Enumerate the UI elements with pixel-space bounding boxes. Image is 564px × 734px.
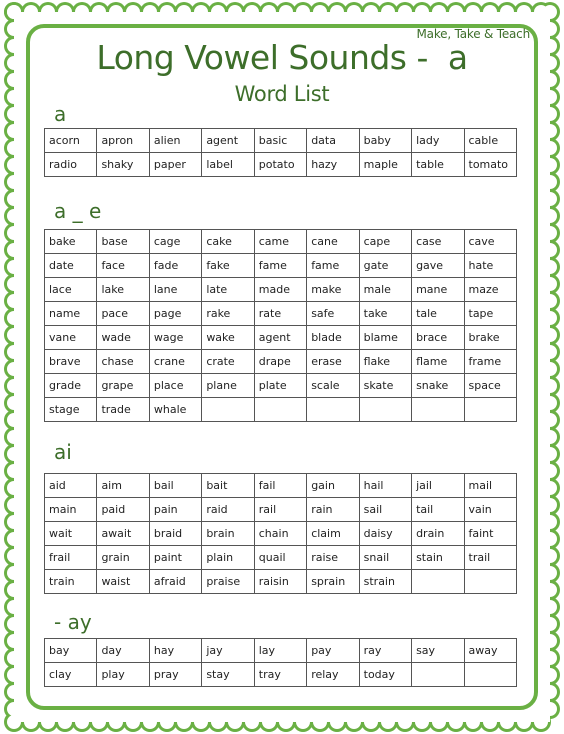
word-cell: alien bbox=[149, 129, 201, 153]
word-cell: grape bbox=[97, 374, 149, 398]
word-cell: fade bbox=[149, 254, 201, 278]
word-cell: aid bbox=[45, 474, 97, 498]
word-cell: wake bbox=[202, 326, 254, 350]
word-cell: cable bbox=[464, 129, 517, 153]
word-cell: quail bbox=[254, 546, 306, 570]
word-cell: shaky bbox=[97, 153, 149, 177]
word-cell: maze bbox=[464, 278, 517, 302]
table-row bbox=[45, 278, 517, 302]
word-cell: page bbox=[149, 302, 201, 326]
word-cell: frail bbox=[45, 546, 97, 570]
page-subtitle: Word List bbox=[234, 82, 330, 106]
word-cell: trade bbox=[97, 398, 149, 422]
word-cell: wage bbox=[149, 326, 201, 350]
word-cell: strain bbox=[359, 570, 411, 594]
word-cell: aim bbox=[97, 474, 149, 498]
word-cell: lace bbox=[45, 278, 97, 302]
word-cell: pain bbox=[149, 498, 201, 522]
word-cell: hail bbox=[359, 474, 411, 498]
word-cell: bake bbox=[45, 230, 97, 254]
word-cell: make bbox=[307, 278, 359, 302]
word-cell: potato bbox=[254, 153, 306, 177]
word-cell: away bbox=[464, 639, 517, 663]
table-row bbox=[45, 474, 517, 498]
word-cell: relay bbox=[307, 663, 359, 687]
word-cell: whale bbox=[149, 398, 201, 422]
word-cell: main bbox=[45, 498, 97, 522]
word-cell: face bbox=[97, 254, 149, 278]
word-cell: crane bbox=[149, 350, 201, 374]
word-cell: tape bbox=[464, 302, 517, 326]
word-cell bbox=[307, 398, 359, 422]
word-cell: brake bbox=[464, 326, 517, 350]
word-cell: paper bbox=[149, 153, 201, 177]
word-cell: lay bbox=[254, 639, 306, 663]
word-cell bbox=[464, 663, 517, 687]
word-cell: brave bbox=[45, 350, 97, 374]
word-cell: play bbox=[97, 663, 149, 687]
table-row bbox=[45, 374, 517, 398]
word-cell: crate bbox=[202, 350, 254, 374]
table-row bbox=[45, 546, 517, 570]
word-cell: frame bbox=[464, 350, 517, 374]
word-cell: daisy bbox=[359, 522, 411, 546]
word-cell bbox=[254, 398, 306, 422]
word-cell: grain bbox=[97, 546, 149, 570]
word-table-a-e bbox=[44, 229, 517, 422]
word-cell: stage bbox=[45, 398, 97, 422]
word-cell: today bbox=[359, 663, 411, 687]
table-row bbox=[45, 302, 517, 326]
table-row bbox=[45, 230, 517, 254]
word-cell: acorn bbox=[45, 129, 97, 153]
word-cell: take bbox=[359, 302, 411, 326]
word-cell: blade bbox=[307, 326, 359, 350]
table-row bbox=[45, 498, 517, 522]
word-cell: waist bbox=[97, 570, 149, 594]
table-row bbox=[45, 350, 517, 374]
word-cell: maple bbox=[359, 153, 411, 177]
table-row bbox=[45, 254, 517, 278]
word-cell: basic bbox=[254, 129, 306, 153]
word-cell: made bbox=[254, 278, 306, 302]
table-row bbox=[45, 326, 517, 350]
word-cell: gain bbox=[307, 474, 359, 498]
table-row bbox=[45, 398, 517, 422]
word-cell: raise bbox=[307, 546, 359, 570]
word-cell: jay bbox=[202, 639, 254, 663]
word-cell: cape bbox=[359, 230, 411, 254]
word-cell: afraid bbox=[149, 570, 201, 594]
word-cell: brain bbox=[202, 522, 254, 546]
word-cell: faint bbox=[464, 522, 517, 546]
word-cell: brace bbox=[412, 326, 464, 350]
word-cell: place bbox=[149, 374, 201, 398]
word-cell: lady bbox=[412, 129, 464, 153]
word-cell: fail bbox=[254, 474, 306, 498]
word-cell: sprain bbox=[307, 570, 359, 594]
table-row bbox=[45, 522, 517, 546]
word-cell: paint bbox=[149, 546, 201, 570]
word-cell: date bbox=[45, 254, 97, 278]
table-row bbox=[45, 663, 517, 687]
word-cell: baby bbox=[359, 129, 411, 153]
word-cell: say bbox=[412, 639, 464, 663]
table-row bbox=[45, 570, 517, 594]
word-table-a bbox=[44, 128, 517, 177]
word-cell: plate bbox=[254, 374, 306, 398]
brand-label: Make, Take & Teach bbox=[416, 27, 530, 41]
word-cell: agent bbox=[202, 129, 254, 153]
word-cell: gate bbox=[359, 254, 411, 278]
word-cell: fake bbox=[202, 254, 254, 278]
word-cell: tomato bbox=[464, 153, 517, 177]
word-cell: raid bbox=[202, 498, 254, 522]
word-cell: await bbox=[97, 522, 149, 546]
word-cell: bail bbox=[149, 474, 201, 498]
word-cell: pray bbox=[149, 663, 201, 687]
word-cell: radio bbox=[45, 153, 97, 177]
word-cell: hate bbox=[464, 254, 517, 278]
word-cell: vane bbox=[45, 326, 97, 350]
word-cell: trail bbox=[464, 546, 517, 570]
table-row bbox=[45, 639, 517, 663]
section-heading-ay: - ay bbox=[54, 610, 92, 634]
word-cell: name bbox=[45, 302, 97, 326]
word-cell: came bbox=[254, 230, 306, 254]
word-cell: bait bbox=[202, 474, 254, 498]
word-cell: raisin bbox=[254, 570, 306, 594]
word-cell: clay bbox=[45, 663, 97, 687]
section-heading-a: a bbox=[54, 102, 67, 126]
word-cell: table bbox=[412, 153, 464, 177]
word-cell: skate bbox=[359, 374, 411, 398]
word-cell: hay bbox=[149, 639, 201, 663]
word-cell: grade bbox=[45, 374, 97, 398]
word-cell: male bbox=[359, 278, 411, 302]
word-cell: case bbox=[412, 230, 464, 254]
word-cell: bay bbox=[45, 639, 97, 663]
word-cell: drape bbox=[254, 350, 306, 374]
word-cell: tail bbox=[412, 498, 464, 522]
word-cell: jail bbox=[412, 474, 464, 498]
word-cell: blame bbox=[359, 326, 411, 350]
word-cell: braid bbox=[149, 522, 201, 546]
word-cell: stain bbox=[412, 546, 464, 570]
word-cell: rake bbox=[202, 302, 254, 326]
word-cell: plain bbox=[202, 546, 254, 570]
word-cell: pay bbox=[307, 639, 359, 663]
word-cell: lake bbox=[97, 278, 149, 302]
word-cell: hazy bbox=[307, 153, 359, 177]
word-cell: tale bbox=[412, 302, 464, 326]
word-cell: snake bbox=[412, 374, 464, 398]
word-cell: apron bbox=[97, 129, 149, 153]
word-cell: safe bbox=[307, 302, 359, 326]
table-row bbox=[45, 129, 517, 153]
word-cell: rail bbox=[254, 498, 306, 522]
word-cell: ray bbox=[359, 639, 411, 663]
word-cell: vain bbox=[464, 498, 517, 522]
word-cell: tray bbox=[254, 663, 306, 687]
word-cell: mail bbox=[464, 474, 517, 498]
word-cell bbox=[412, 663, 464, 687]
word-table-ay bbox=[44, 638, 517, 687]
word-cell: flame bbox=[412, 350, 464, 374]
word-cell bbox=[412, 570, 464, 594]
word-cell: day bbox=[97, 639, 149, 663]
word-cell: sail bbox=[359, 498, 411, 522]
word-cell bbox=[359, 398, 411, 422]
word-cell: cane bbox=[307, 230, 359, 254]
word-cell: praise bbox=[202, 570, 254, 594]
word-cell: paid bbox=[97, 498, 149, 522]
word-cell: flake bbox=[359, 350, 411, 374]
word-cell bbox=[412, 398, 464, 422]
word-cell: late bbox=[202, 278, 254, 302]
word-cell: erase bbox=[307, 350, 359, 374]
word-cell: mane bbox=[412, 278, 464, 302]
page-title: Long Vowel Sounds - a bbox=[96, 38, 468, 77]
word-cell: train bbox=[45, 570, 97, 594]
word-cell: label bbox=[202, 153, 254, 177]
word-cell bbox=[202, 398, 254, 422]
section-heading-ai: ai bbox=[54, 440, 72, 464]
word-cell: agent bbox=[254, 326, 306, 350]
word-cell: stay bbox=[202, 663, 254, 687]
word-cell: base bbox=[97, 230, 149, 254]
word-cell bbox=[464, 570, 517, 594]
word-cell: drain bbox=[412, 522, 464, 546]
word-cell: cage bbox=[149, 230, 201, 254]
word-cell: rain bbox=[307, 498, 359, 522]
section-heading-a-e: a _ e bbox=[54, 199, 102, 223]
word-cell: wait bbox=[45, 522, 97, 546]
word-cell: wade bbox=[97, 326, 149, 350]
word-cell: lane bbox=[149, 278, 201, 302]
word-table-ai bbox=[44, 473, 517, 594]
word-cell: chain bbox=[254, 522, 306, 546]
word-cell: cave bbox=[464, 230, 517, 254]
word-cell: chase bbox=[97, 350, 149, 374]
word-cell: pace bbox=[97, 302, 149, 326]
word-cell: gave bbox=[412, 254, 464, 278]
word-cell: snail bbox=[359, 546, 411, 570]
word-cell: space bbox=[464, 374, 517, 398]
word-cell: cake bbox=[202, 230, 254, 254]
word-cell: fame bbox=[254, 254, 306, 278]
word-cell: plane bbox=[202, 374, 254, 398]
word-cell: rate bbox=[254, 302, 306, 326]
word-cell bbox=[464, 398, 517, 422]
word-cell: data bbox=[307, 129, 359, 153]
word-cell: claim bbox=[307, 522, 359, 546]
word-cell: scale bbox=[307, 374, 359, 398]
word-cell: fame bbox=[307, 254, 359, 278]
table-row bbox=[45, 153, 517, 177]
